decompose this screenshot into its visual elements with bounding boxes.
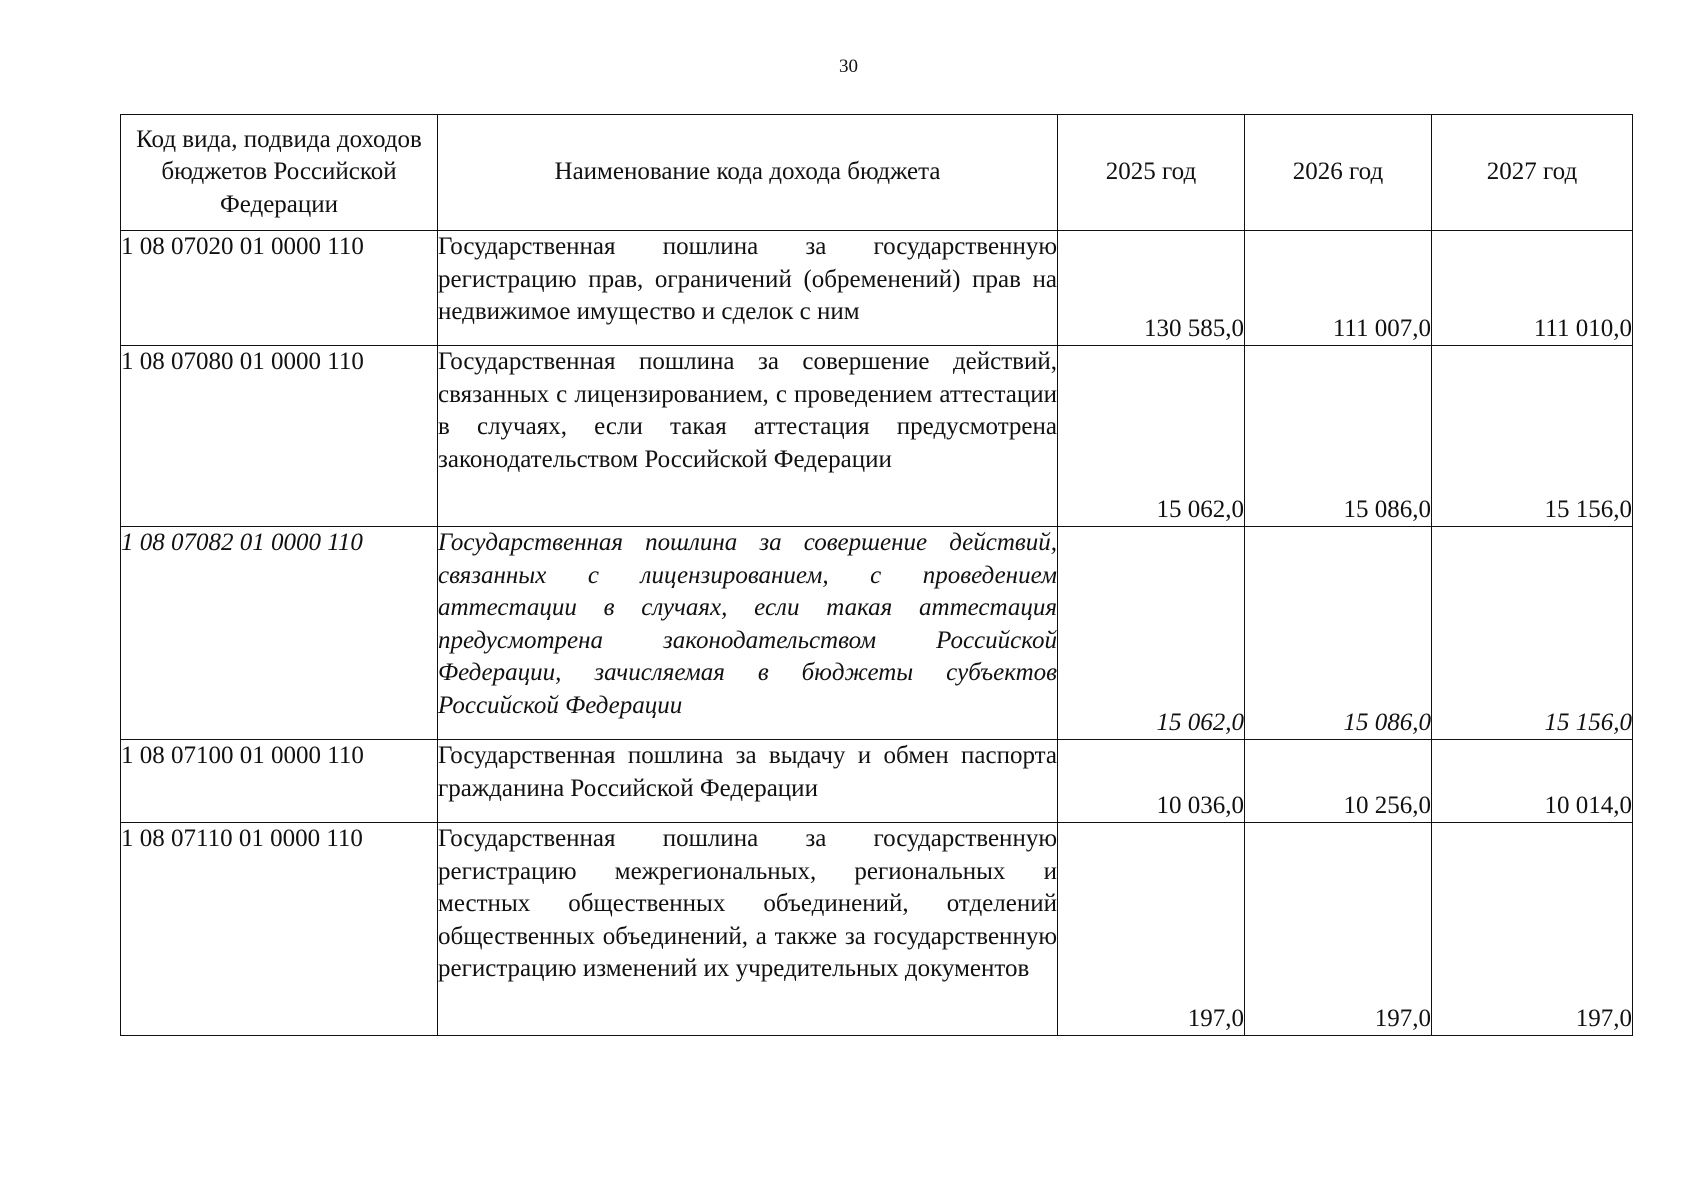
revenue-name-cell: Государственная пошлина за государственную регистрацию межрегиональных, региональных и местных общественных объединений, отделений общественных объединений, а также за государственную регистрацию изменений их учредительных документов [438,823,1058,1036]
header-name: Наименование кода дохода бюджета [438,115,1058,231]
value-2027-cell: 197,0 [1432,823,1633,1036]
revenue-name-cell: Государственная пошлина за государственную регистрацию прав, ограничений (обременений) прав на недвижимое имущество и сделок с ним [438,231,1058,346]
value-2025-cell: 197,0 [1058,823,1245,1036]
value-2025-cell: 15 062,0 [1058,527,1245,740]
value-2027-cell: 15 156,0 [1432,346,1633,527]
value-2026-cell: 197,0 [1245,823,1432,1036]
table-row [121,740,1633,823]
table-header-row [121,115,1633,231]
revenue-code-cell: 1 08 07100 01 0000 110 [121,740,438,823]
revenue-code-cell: 1 08 07080 01 0000 110 [121,346,438,527]
revenue-name-cell: Государственная пошлина за выдачу и обмен паспорта гражданина Российской Федерации [438,740,1058,823]
value-2026-cell: 10 256,0 [1245,740,1432,823]
value-2025-cell: 15 062,0 [1058,346,1245,527]
value-2026-cell: 15 086,0 [1245,346,1432,527]
revenue-code-cell: 1 08 07020 01 0000 110 [121,231,438,346]
revenue-name-cell: Государственная пошлина за совершение действий, связанных с лицензированием, с проведением аттестации в случаях, если такая аттестация предусмотрена законодательством Российской Федерации [438,346,1058,527]
value-2025-cell: 130 585,0 [1058,231,1245,346]
value-2026-cell: 15 086,0 [1245,527,1432,740]
value-2027-cell: 10 014,0 [1432,740,1633,823]
revenue-name-cell: Государственная пошлина за совершение действий, связанных с лицензированием, с проведением аттестации в случаях, если такая аттестация предусмотрена законодательством Российской Федерации, зачисляемая в бюджеты субъектов Российской Федерации [438,527,1058,740]
header-2027: 2027 год [1432,115,1633,231]
page-number: 30 [839,56,858,77]
header-code: Код вида, подвида доходов бюджетов Российской Федерации [121,115,438,231]
table-row [121,231,1633,346]
revenue-code-cell: 1 08 07110 01 0000 110 [121,823,438,1036]
revenue-code-cell: 1 08 07082 01 0000 110 [121,527,438,740]
header-2026: 2026 год [1245,115,1432,231]
value-2027-cell: 111 010,0 [1432,231,1633,346]
value-2026-cell: 111 007,0 [1245,231,1432,346]
table-row-subitem [121,527,1633,740]
value-2025-cell: 10 036,0 [1058,740,1245,823]
table-row [121,823,1633,1036]
value-2027-cell: 15 156,0 [1432,527,1633,740]
budget-revenue-table [120,114,1633,1036]
table-row [121,346,1633,527]
header-2025: 2025 год [1058,115,1245,231]
